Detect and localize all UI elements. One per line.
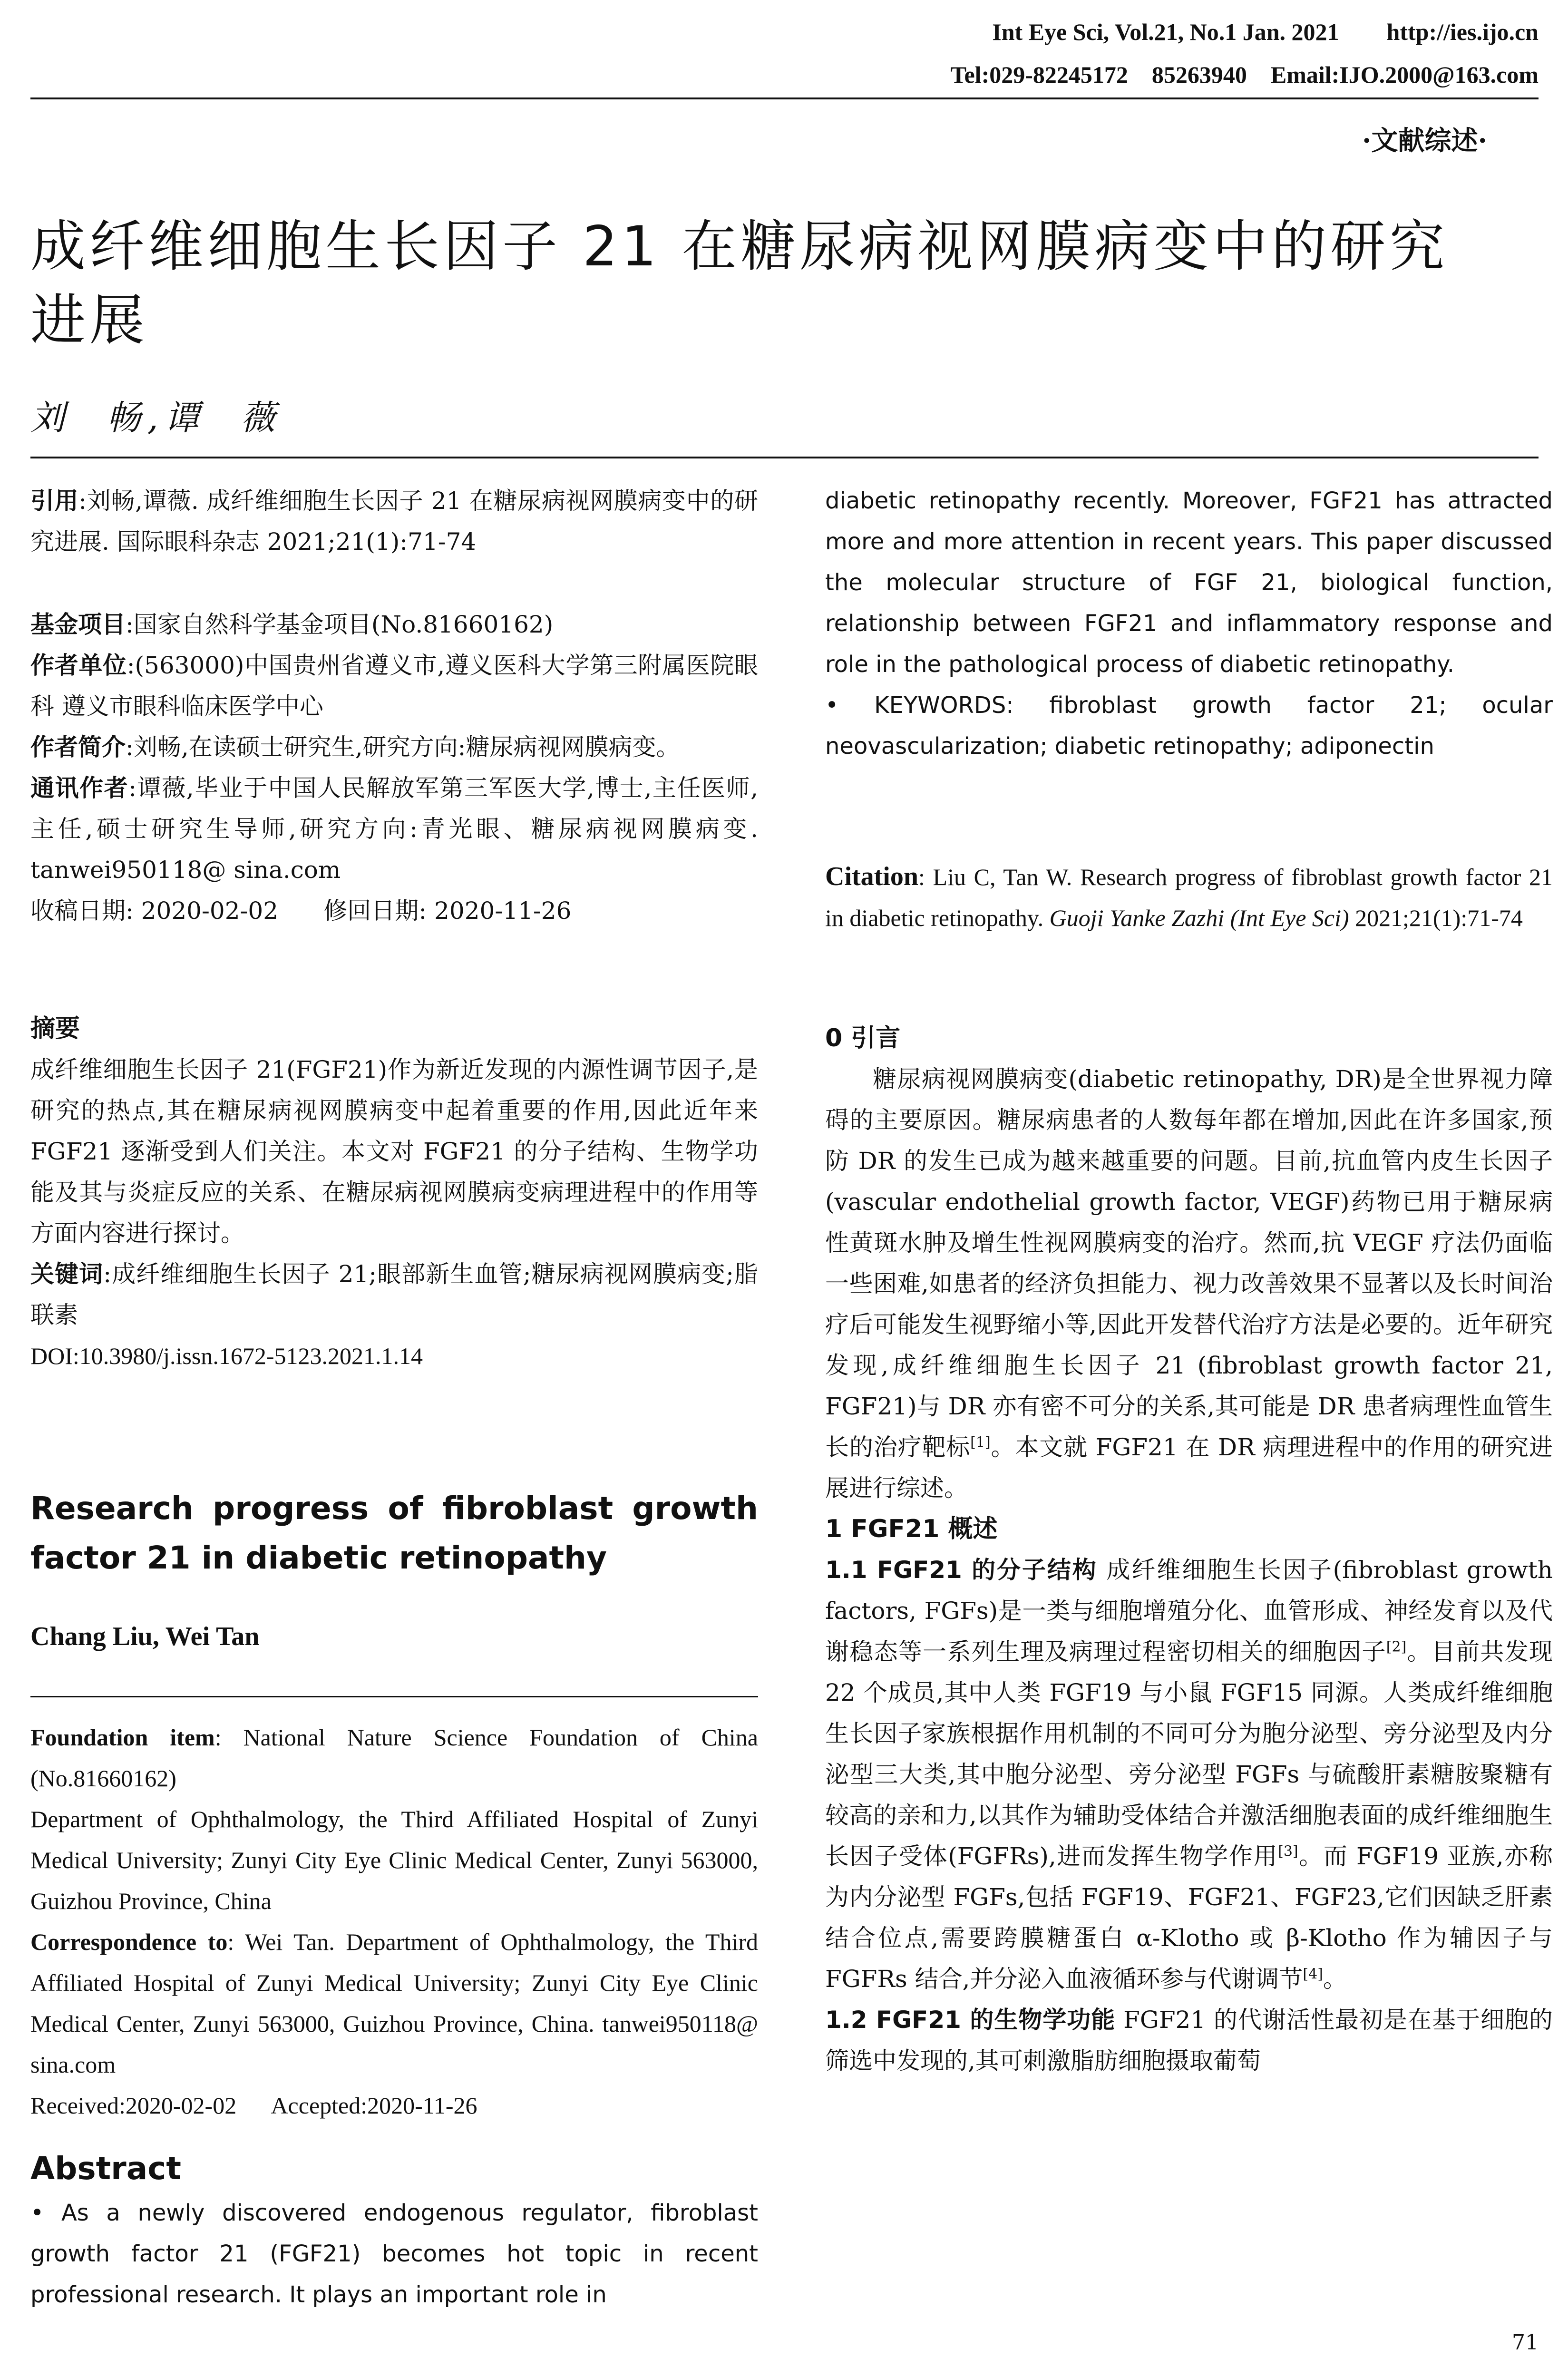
en-rule	[30, 1696, 758, 1697]
fund-text: :国家自然科学基金项目(No.81660162)	[126, 611, 554, 638]
foundation-text: : National Nature Science Foundation of China (No.81660162)	[30, 1724, 758, 1792]
foundation-block	[30, 1717, 758, 2126]
abstract-en-text: diabetic retinopathy recently. Moreover, FGF21 has attracted more and more attention in recent years. This paper discussed the molecular structure of FGF 21, biological function, relationship between FGF21 and inflammatory response and role in the pathological process of diabetic retinopathy.	[825, 487, 1553, 678]
ref-2: [2]	[1386, 1638, 1407, 1656]
journal-info: Int Eye Sci, Vol.21, No.1 Jan. 2021 http://ies.ijo.cn	[992, 19, 1539, 45]
sec11-label: 1.1 FGF21 的分子结构	[825, 1556, 1098, 1584]
ref-1: [1]	[970, 1434, 991, 1451]
bio-text: :刘畅,在读硕士研究生,研究方向:糖尿病视网膜病变。	[126, 733, 680, 761]
authors-en: Chang Liu, Wei Tan	[30, 1622, 260, 1651]
citation-en-year: 2021;21(1):71-74	[1349, 905, 1523, 931]
abstract-en-heading: Abstract	[30, 2150, 181, 2187]
sec0-heading: 0 引言	[825, 1024, 901, 1052]
keywords-label: 关键词	[30, 1260, 104, 1288]
correspondence-text: : Wei Tan. Department of Ophthalmology, the Third Affiliated Hospital of Zunyi Medical University; Zunyi City Eye Clinic Medical Center, Zunyi 563000, Guizhou Province, China. tanwei950118@ sina.com	[30, 1929, 758, 2078]
ref-4: [4]	[1303, 1966, 1323, 1983]
sec11-text-a: 成纤维细胞生长因子(fibroblast growth factors, FGFs)是一类与细胞增殖分化、血管形成、神经发育以及代谢稳态等一系列生理及病理过程密切相关的细胞因子	[825, 1556, 1553, 1666]
sec12-label: 1.2 FGF21 的生物学功能	[825, 2006, 1116, 2034]
citation-en-label: Citation	[825, 862, 918, 891]
fund-label: 基金项目	[30, 611, 126, 638]
doi: DOI:10.3980/j.issn.1672-5123.2021.1.14	[30, 1343, 423, 1369]
corr-text: :谭薇,毕业于中国人民解放军第三军医大学,博士,主任医师,主任,硕士研究生导师,研究方向:青光眼、糖尿病视网膜病变. tanwei950118@ sina.com	[30, 774, 759, 884]
correspondence-label: Correspondence to	[30, 1929, 228, 1955]
keywords-text: :成纤维细胞生长因子 21;眼部新生血管;糖尿病视网膜病变;脂联素	[30, 1260, 758, 1329]
title-cn-line2: 进展	[30, 288, 148, 352]
sec0-para: 糖尿病视网膜病变(diabetic retinopathy, DR)是全世界视力障碍的主要原因。糖尿病患者的人数每年都在增加,因此在许多国家,预防 DR 的发生已成为越来越重要的问题。目前,抗血管内皮生长因子(vascular endothelial growth factor, VEGF)药物已用于糖尿病性黄斑水肿及增生性视网膜病变的治疗。然而,抗 VEGF 疗法仍面临一些困难,如患者的经济负担能力、视力改善效果不显著以及长时间治疗后可能发生视野缩小等,因此开发替代治疗方法是必要的。近年研究发现,成纤维细胞生长因子 21 (fibroblast growth factor 21, FGF21)与 DR 亦有密不可分的关系,其可能是 DR 患者病理性血管生长的治疗靶标	[825, 1065, 1553, 1461]
sec1-heading: 1 FGF21 概述	[825, 1515, 998, 1543]
abstract-en-cont	[825, 480, 1553, 767]
citation-cn	[30, 480, 758, 562]
citation-label: 引用	[30, 487, 79, 515]
unit-label: 作者单位	[30, 652, 127, 679]
section-tag: ·文献综述·	[1362, 125, 1487, 156]
title-en: Research progress of fibroblast growth factor 21 in diabetic retinopathy	[30, 1490, 758, 1576]
sec12-text: FGF21 的代谢活性最初是在基于细胞的筛选中发现的,其可刺激脂肪细胞摄取葡萄	[825, 2006, 1553, 2075]
citation-en	[825, 856, 1553, 938]
bio-label: 作者简介	[30, 733, 126, 761]
keywords-en: • KEYWORDS: fibroblast growth factor 21; ocular neovascularization; diabetic retinopathy; adiponectin	[825, 692, 1553, 760]
corr-label: 通讯作者	[30, 774, 129, 802]
page-number: 71	[1512, 2330, 1539, 2355]
title-en-block	[30, 1484, 758, 1657]
citation-en-text: : Liu C, Tan W. Research progress of fibroblast growth factor 21 in diabetic retinopathy.	[825, 864, 1553, 931]
unit-text: :(563000)中国贵州省遵义市,遵义医科大学第三附属医院眼科 遵义市眼科临床医学中心	[30, 652, 759, 720]
ref-3: [3]	[1278, 1843, 1298, 1860]
received-en: Received:2020-02-02 Accepted:2020-11-26	[30, 2092, 477, 2119]
info-block	[30, 604, 758, 931]
body-text	[825, 1018, 1553, 2081]
abstract-heading: 摘要	[30, 1014, 80, 1043]
abstract-en-start: • As a newly discovered endogenous regulator, fibroblast growth factor 21 (FGF21) becomes hot topic in recent professional research. It plays an important role in	[30, 2200, 758, 2308]
citation-journal: Guoji Yanke Zazhi (Int Eye Sci)	[1049, 905, 1349, 931]
abstract-en-block	[30, 2145, 758, 2315]
abstract-cn	[30, 1008, 758, 1376]
journal-contact: Tel:029-82245172 85263940 Email:IJO.2000@163.com	[950, 61, 1539, 88]
dates-cn: 收稿日期: 2020-02-02 修回日期: 2020-11-26	[30, 897, 572, 925]
header-rule	[30, 97, 1539, 99]
citation-text: :刘畅,谭薇. 成纤维细胞生长因子 21 在糖尿病视网膜病变中的研究进展. 国际眼科杂志 2021;21(1):71-74	[30, 487, 759, 555]
authors-cn: 刘 畅,谭 薇	[30, 398, 282, 438]
sec0-para-end: 。本文就 FGF21 在 DR 病理进程中的作用的研究进展进行综述。	[825, 1433, 1553, 1502]
sec11-text-d: 。	[1323, 1965, 1347, 1993]
title-rule	[30, 457, 1539, 458]
sec11-text-c: 。而 FGF19 亚族,亦称为内分泌型 FGFs,包括 FGF19、FGF21、FGF23,它们因缺乏肝素结合位点,需要跨膜糖蛋白 α-Klotho 或 β-Klotho 作为辅因子与 FGFRs 结合,并分泌入血液循环参与代谢调节	[825, 1842, 1553, 1993]
affiliation-en: Department of Ophthalmology, the Third Affiliated Hospital of Zunyi Medical University; Zunyi City Eye Clinic Medical Center, Zunyi 563000, Guizhou Province, China	[30, 1806, 758, 1914]
sec11-text-b: 。目前共发现 22 个成员,其中人类 FGF19 与小鼠 FGF15 同源。人类成纤维细胞生长因子家族根据作用机制的不同可分为胞分泌型、旁分泌型及内分泌型三大类,其中胞分泌型、旁分泌型 FGFs 与硫酸肝素糖胺聚糖有较高的亲和力,以其作为辅助受体结合并激活细胞表面的成纤维细胞生长因子受体(FGFRs),进而发挥生物学作用	[825, 1638, 1553, 1870]
foundation-label: Foundation item	[30, 1724, 215, 1751]
abstract-text: 成纤维细胞生长因子 21(FGF21)作为新近发现的内源性调节因子,是研究的热点,其在糖尿病视网膜病变中起着重要的作用,因此近年来 FGF21 逐渐受到人们关注。本文对 FGF21 的分子结构、生物学功能及其与炎症反应的关系、在糖尿病视网膜病变病理进程中的作用等方面内容进行探讨。	[30, 1056, 758, 1247]
title-cn-line1: 成纤维细胞生长因子 21 在糖尿病视网膜病变中的研究	[30, 214, 1449, 279]
